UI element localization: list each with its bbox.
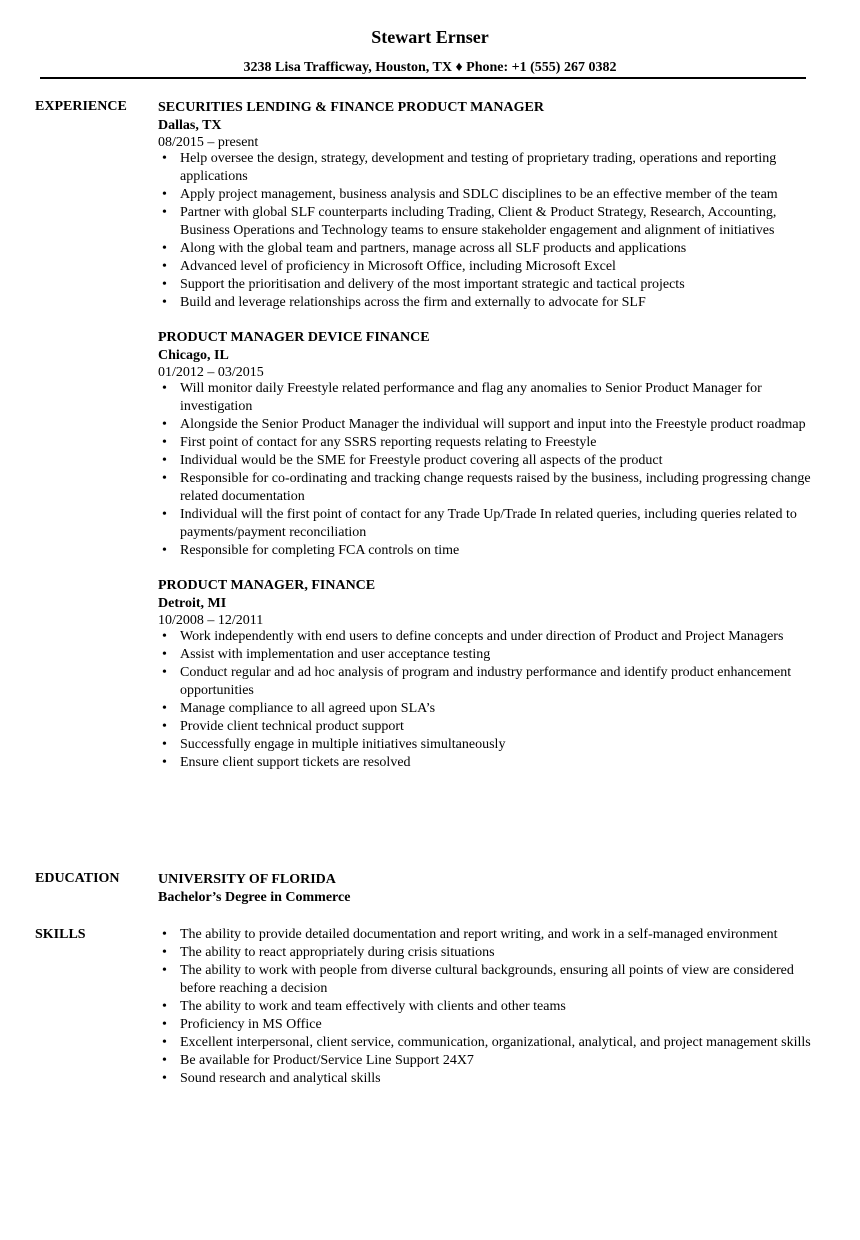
contact-line: 3238 Lisa Trafficway, Houston, TX ♦ Phone: +1 (555) 267 0382 — [243, 60, 617, 75]
bullet-item — [158, 186, 818, 204]
bullet-text: Will monitor daily Freestyle related performance and flag any anomalies to Senior Product Manager for investigation — [180, 381, 762, 414]
degree: Bachelor’s Degree in Commerce — [158, 890, 351, 905]
bullet-item — [158, 240, 818, 258]
bullet-text: Be available for Product/Service Line Support 24X7 — [180, 1053, 474, 1068]
bullet-text: Help oversee the design, strategy, development and testing of proprietary trading, operations and reporting applications — [180, 151, 777, 184]
bullet-icon: • — [162, 1035, 167, 1050]
skills-bullets — [158, 926, 818, 1088]
bullet-text: Work independently with end users to define concepts and under direction of Product and Project Managers — [180, 629, 784, 644]
bullet-text: Ensure client support tickets are resolved — [180, 755, 411, 770]
bullet-item — [158, 542, 818, 560]
bullet-icon: • — [162, 435, 167, 450]
bullet-icon: • — [162, 187, 167, 202]
bullet-item — [158, 664, 818, 700]
bullet-icon: • — [162, 755, 167, 770]
education-entry — [158, 871, 818, 907]
bullet-text: The ability to work with people from diverse cultural backgrounds, ensuring all points of view are considered before reaching a decision — [180, 963, 794, 996]
bullet-icon: • — [162, 1017, 167, 1032]
bullet-icon: • — [162, 295, 167, 310]
job-bullets — [158, 380, 818, 560]
bullet-item — [158, 926, 818, 944]
bullet-item — [158, 736, 818, 754]
bullet-text: Support the prioritisation and delivery of the most important strategic and tactical projects — [180, 277, 685, 292]
bullet-text: Manage compliance to all agreed upon SLA’s — [180, 701, 436, 716]
bullet-icon: • — [162, 945, 167, 960]
bullet-text: Advanced level of proficiency in Microsoft Office, including Microsoft Excel — [180, 259, 616, 274]
job-title: PRODUCT MANAGER DEVICE FINANCE — [158, 330, 430, 345]
bullet-text: The ability to react appropriately during crisis situations — [180, 945, 495, 960]
bullet-item — [158, 294, 818, 312]
bullet-item — [158, 470, 818, 506]
bullet-text: Proficiency in MS Office — [180, 1017, 322, 1032]
bullet-icon: • — [162, 927, 167, 942]
bullet-icon: • — [162, 1071, 167, 1086]
bullet-item — [158, 380, 818, 416]
bullet-icon: • — [162, 417, 167, 432]
section-label-education: EDUCATION — [35, 871, 120, 886]
bullet-item — [158, 1052, 818, 1070]
bullet-icon: • — [162, 719, 167, 734]
bullet-text: Individual would be the SME for Freestyle product covering all aspects of the product — [180, 453, 663, 468]
bullet-item — [158, 700, 818, 718]
bullet-text: The ability to work and team effectively with clients and other teams — [180, 999, 566, 1014]
bullet-item — [158, 506, 818, 542]
job-dates: 01/2012 – 03/2015 — [158, 365, 264, 380]
job-bullets — [158, 628, 818, 772]
bullet-item — [158, 1034, 818, 1052]
bullet-text: Provide client technical product support — [180, 719, 404, 734]
bullet-icon: • — [162, 453, 167, 468]
bullet-icon: • — [162, 737, 167, 752]
bullet-icon: • — [162, 277, 167, 292]
bullet-text: Alongside the Senior Product Manager the individual will support and input into the Freestyle product roadmap — [180, 417, 806, 432]
bullet-icon: • — [162, 381, 167, 396]
bullet-item — [158, 998, 818, 1016]
bullet-text: Individual will the first point of contact for any Trade Up/Trade In related queries, including queries related to payments/payment reconciliation — [180, 507, 797, 540]
bullet-icon: • — [162, 241, 167, 256]
bullet-icon: • — [162, 701, 167, 716]
resume-name: Stewart Ernser — [371, 27, 489, 47]
job-entry — [158, 99, 818, 312]
skills-list — [158, 926, 818, 1088]
section-label-experience: EXPERIENCE — [35, 99, 127, 114]
job-dates: 10/2008 – 12/2011 — [158, 613, 264, 628]
job-location: Detroit, MI — [158, 596, 227, 611]
job-title: PRODUCT MANAGER, FINANCE — [158, 578, 376, 593]
bullet-item — [158, 718, 818, 736]
bullet-item — [158, 962, 818, 998]
header-divider — [40, 77, 806, 79]
bullet-text: Responsible for completing FCA controls on time — [180, 543, 460, 558]
experience-list — [158, 99, 818, 789]
bullet-text: Apply project management, business analysis and SDLC disciplines to be an effective member of the team — [180, 187, 778, 202]
bullet-icon: • — [162, 543, 167, 558]
bullet-item — [158, 628, 818, 646]
job-location: Chicago, IL — [158, 348, 229, 363]
bullet-icon: • — [162, 963, 167, 978]
bullet-text: First point of contact for any SSRS reporting requests relating to Freestyle — [180, 435, 597, 450]
section-label-skills: SKILLS — [35, 927, 86, 942]
bullet-icon: • — [162, 471, 167, 486]
job-bullets — [158, 150, 818, 312]
bullet-text: Responsible for co-ordinating and tracking change requests raised by the business, including progressing change related documentation — [180, 471, 811, 504]
bullet-item — [158, 1016, 818, 1034]
job-entry — [158, 577, 818, 772]
bullet-item — [158, 150, 818, 186]
bullet-item — [158, 434, 818, 452]
bullet-text: Along with the global team and partners, manage across all SLF products and applications — [180, 241, 687, 256]
bullet-text: Successfully engage in multiple initiatives simultaneously — [180, 737, 506, 752]
job-title: SECURITIES LENDING & FINANCE PRODUCT MANAGER — [158, 100, 544, 115]
bullet-icon: • — [162, 665, 167, 680]
bullet-text: Assist with implementation and user acceptance testing — [180, 647, 491, 662]
job-location: Dallas, TX — [158, 118, 222, 133]
school-name: UNIVERSITY OF FLORIDA — [158, 872, 336, 887]
bullet-text: Partner with global SLF counterparts including Trading, Client & Product Strategy, Research, Accounting, Business Operations and Technology teams to ensure stakeholder engagement and alignment of initiatives — [180, 205, 777, 238]
bullet-item — [158, 754, 818, 772]
bullet-icon: • — [162, 205, 167, 220]
bullet-item — [158, 204, 818, 240]
bullet-icon: • — [162, 151, 167, 166]
job-dates: 08/2015 – present — [158, 135, 259, 150]
bullet-item — [158, 1070, 818, 1088]
bullet-text: The ability to provide detailed documentation and report writing, and work in a self-managed environment — [180, 927, 778, 942]
bullet-icon: • — [162, 259, 167, 274]
bullet-icon: • — [162, 507, 167, 522]
bullet-text: Conduct regular and ad hoc analysis of program and industry performance and identify product enhancement opportunities — [180, 665, 792, 698]
bullet-item — [158, 416, 818, 434]
bullet-item — [158, 646, 818, 664]
bullet-icon: • — [162, 999, 167, 1014]
bullet-item — [158, 452, 818, 470]
job-entry — [158, 329, 818, 560]
bullet-item — [158, 258, 818, 276]
bullet-text: Excellent interpersonal, client service, communication, organizational, analytical, and project management skills — [180, 1035, 811, 1050]
bullet-icon: • — [162, 1053, 167, 1068]
bullet-item — [158, 276, 818, 294]
bullet-icon: • — [162, 647, 167, 662]
bullet-text: Build and leverage relationships across the firm and externally to advocate for SLF — [180, 295, 646, 310]
bullet-text: Sound research and analytical skills — [180, 1071, 381, 1086]
bullet-icon: • — [162, 629, 167, 644]
bullet-item — [158, 944, 818, 962]
